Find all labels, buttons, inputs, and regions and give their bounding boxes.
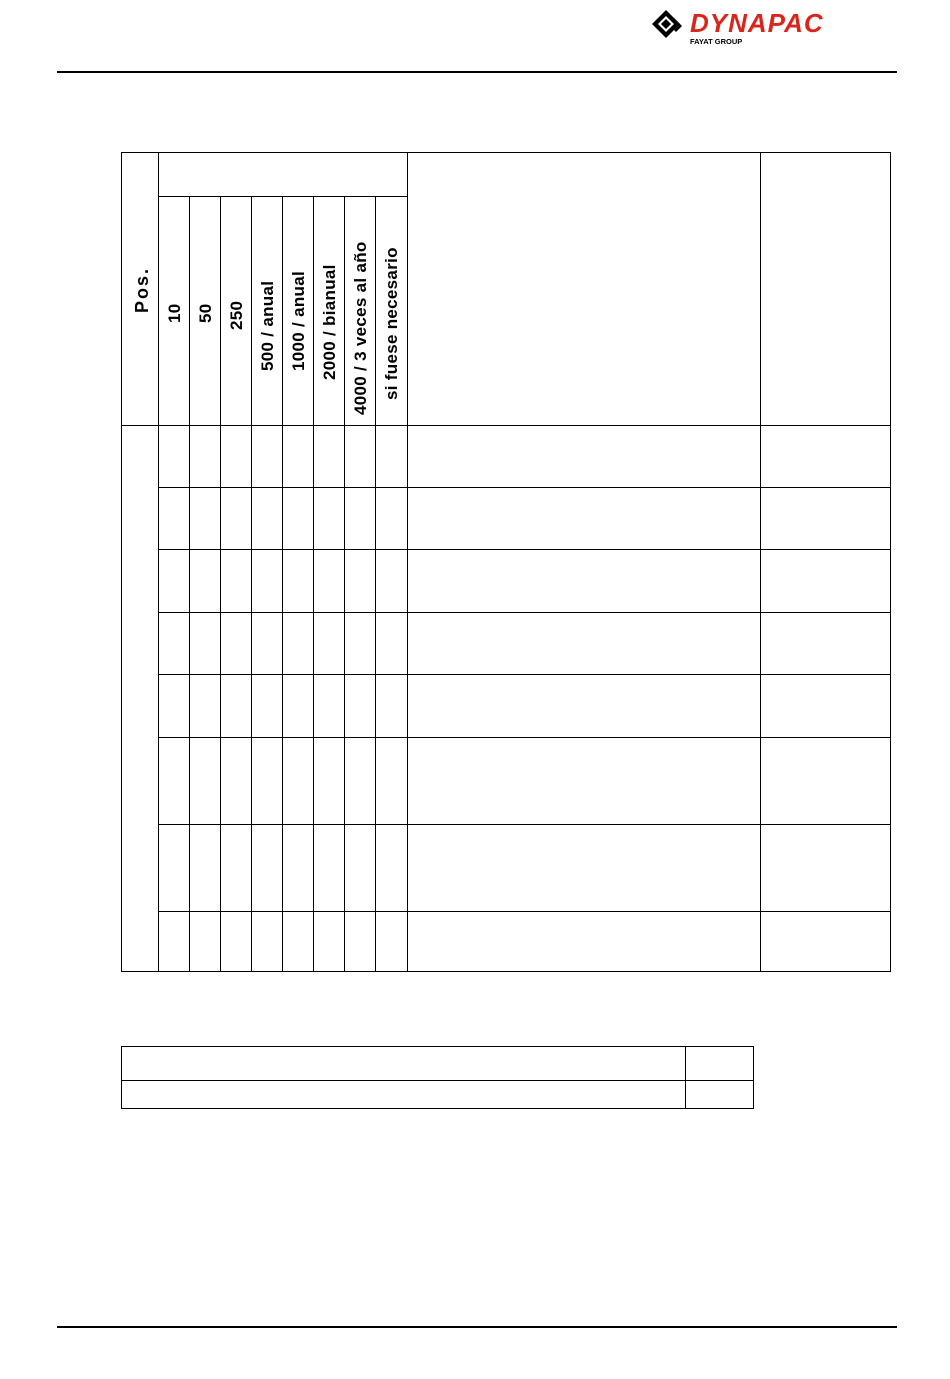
header-interval-4000: 4000 / 3 veces al año [351, 241, 370, 415]
table-row-divider [158, 824, 890, 825]
table-row-divider [158, 911, 890, 912]
header-interval-500: 500 / anual [258, 280, 277, 371]
table-row-divider [158, 612, 890, 613]
header-interval-50: 50 [196, 303, 215, 323]
diamond-icon [652, 10, 682, 38]
maintenance-schedule-table [121, 152, 891, 972]
table-row-divider [158, 674, 890, 675]
table-col-divider [189, 197, 190, 971]
table-row-divider [158, 549, 890, 550]
table-col-divider [685, 1047, 686, 1108]
table-col-divider [220, 197, 221, 971]
header-interval-2000: 2000 / bianual [320, 264, 339, 380]
table-row-divider [158, 487, 890, 488]
logo-group-text: FAYAT GROUP [690, 37, 743, 46]
header-interval-250: 250 [227, 300, 246, 330]
table-col-divider [251, 197, 252, 971]
table-col-divider [760, 153, 761, 971]
dynapac-logo-mark [652, 8, 902, 48]
notes-table [121, 1046, 754, 1109]
table-col-divider [282, 197, 283, 971]
header-interval-10: 10 [165, 303, 184, 323]
dynapac-logo [652, 8, 902, 48]
table-row-divider [158, 196, 408, 197]
logo-brand-text: DYNAPAC [690, 8, 824, 38]
table-col-divider [407, 153, 408, 971]
header-interval-1000: 1000 / anual [289, 271, 308, 371]
table-col-divider [344, 197, 345, 971]
table-col-divider [375, 197, 376, 971]
table-row-divider [158, 737, 890, 738]
table-col-divider [313, 197, 314, 971]
table-col-divider [158, 153, 159, 971]
header-interval-as-needed: si fuese necesario [382, 247, 401, 400]
footer-rule [57, 1326, 897, 1328]
table-row-divider [122, 1080, 753, 1081]
header-pos-label: Pos. [132, 266, 152, 313]
header-rule [57, 71, 897, 73]
table-row-divider [122, 425, 890, 426]
